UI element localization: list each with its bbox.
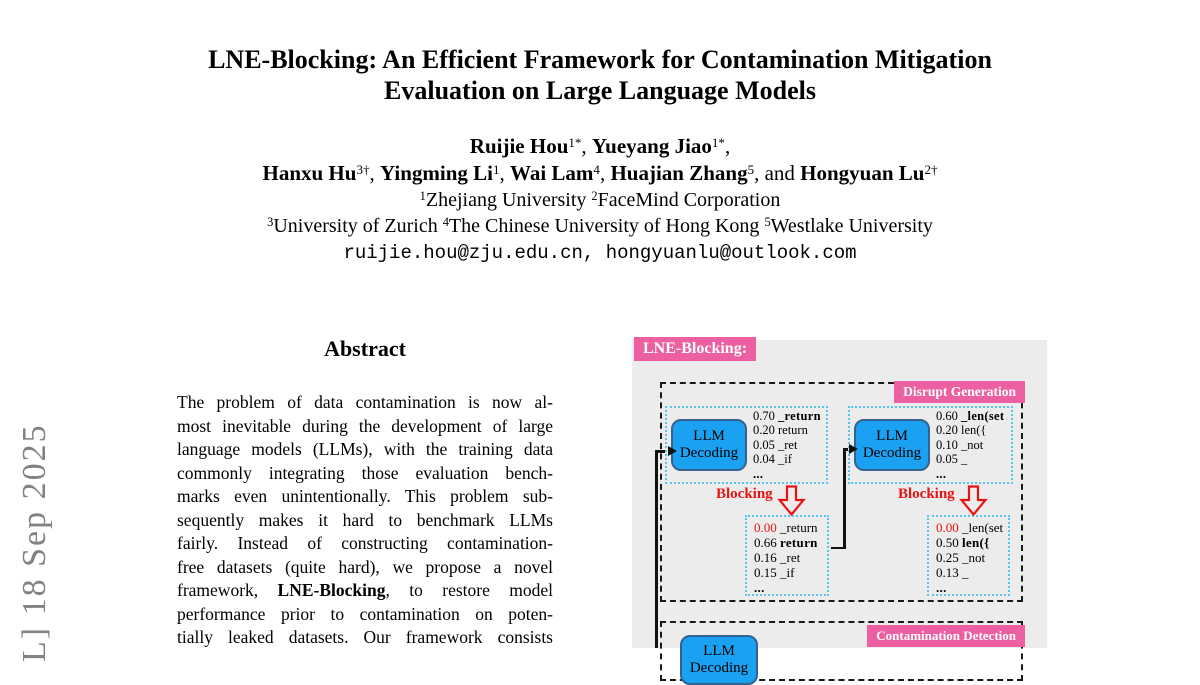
abstract-section bbox=[177, 336, 553, 650]
decoding-step-2 bbox=[848, 406, 1013, 484]
llm-decoding-box-1: LLM Decoding bbox=[671, 419, 747, 471]
elbow-line-vertical bbox=[843, 448, 846, 549]
token-probs-step-2: 0.60 _len(set 0.20 len({ 0.10 _not 0.05 _ ... bbox=[936, 408, 1005, 481]
paper-header bbox=[0, 44, 1200, 266]
arxiv-watermark: L] 18 Sep 2025 bbox=[16, 423, 53, 662]
affiliation-line-1: $^1$Zhejiang University $^2$FaceMind Corporation bbox=[419, 188, 781, 211]
arrowhead-into-llm-1 bbox=[668, 446, 677, 456]
title-line-1: LNE-Blocking: An Efficient Framework for Contamination Mitigation bbox=[208, 45, 992, 74]
blocked-token-probs-1: 0.00 _return 0.66 return 0.16 _ret 0.15 _if ... bbox=[745, 515, 829, 596]
affiliation-line-2: $^3$University of Zurich $^4$The Chinese University of Hong Kong $^5$Westlake University bbox=[267, 214, 933, 237]
blocking-label-2: Blocking bbox=[898, 486, 955, 502]
block-arrow-down-icon bbox=[960, 485, 987, 516]
framework-figure-title: LNE-Blocking: bbox=[634, 337, 756, 361]
author-emails: ruijie.hou@zju.edu.cn, hongyuanlu@outlook.com bbox=[343, 242, 857, 264]
llm-decoding-box-3: LLM Decoding bbox=[680, 635, 758, 685]
arrowhead-into-llm-2 bbox=[849, 444, 858, 454]
paper-title bbox=[0, 44, 1200, 106]
affiliations bbox=[0, 187, 1200, 266]
blocking-label-1: Blocking bbox=[716, 486, 773, 502]
blocked-token-probs-2: 0.00 _len(set 0.50 len({ 0.25 _not 0.13 _ ... bbox=[927, 515, 1010, 596]
block-arrow-down-icon bbox=[778, 485, 805, 516]
feedback-line-vertical bbox=[655, 450, 658, 648]
token-probs-step-1: 0.70 _return 0.20 return 0.05 _ret 0.04 _if ... bbox=[753, 408, 821, 481]
contamination-detection-label: Contamination Detection bbox=[867, 625, 1025, 647]
authors-line-1: Ruijie Hou$^{1*}$, Yueyang Jiao$^{1*}$, bbox=[469, 134, 731, 158]
abstract-heading: Abstract bbox=[324, 336, 406, 361]
abstract-text: The problem of data contamination is now al- most inevitable during the development of large language models (LLMs), with the training data commonly integrating those evaluation bench- marks even unintentionally. This problem sub- sequently makes it hard to benchmark LLMs fairly. Instead of constructing contamination- free datasets (quite hard), we propose a novel framework, LNE-Blocking, to restore model performance prior to contamination on poten- tially leaked datasets. Our framework consists bbox=[177, 392, 553, 647]
framework-figure bbox=[632, 340, 1047, 676]
disrupt-generation-label: Disrupt Generation bbox=[894, 381, 1025, 403]
llm-decoding-box-2: LLM Decoding bbox=[854, 419, 930, 471]
decoding-step-1 bbox=[665, 406, 828, 484]
authors-line-2: Hanxu $Hu^{3\dagger}$, Yingming Li$^1$, Wai Lam$^4$, Huajian Zhang$^5$, and Hongyuan $Lu^{2\dagger}$ bbox=[262, 161, 938, 185]
blocking-step-1 bbox=[716, 485, 805, 516]
blocking-step-2 bbox=[898, 485, 987, 516]
title-line-2: Evaluation on Large Language Models bbox=[384, 76, 816, 105]
author-list bbox=[0, 133, 1200, 187]
